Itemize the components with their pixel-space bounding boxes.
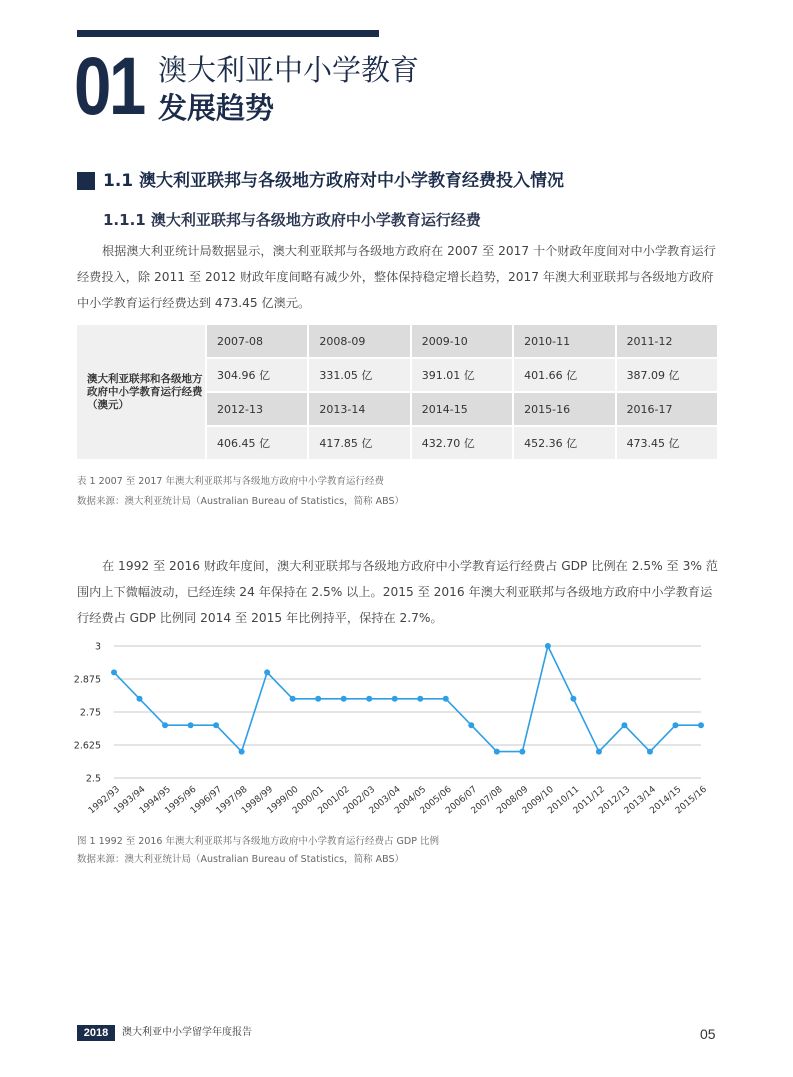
- x-tick-label: 2015/16: [673, 784, 709, 817]
- data-point: [570, 696, 576, 702]
- y-tick-label: 2.75: [79, 707, 101, 719]
- x-tick-label: 2008/09: [495, 784, 531, 817]
- table-year-cell: 2011-12: [615, 325, 717, 357]
- paragraph-1: [77, 238, 719, 316]
- table-year-cell: 2014-15: [410, 391, 512, 425]
- data-point: [290, 696, 296, 702]
- data-point: [596, 749, 602, 755]
- x-tick-label: 2000/01: [291, 784, 327, 817]
- table-year-cell: 2015-16: [512, 391, 614, 425]
- x-tick-label: 2007/08: [469, 784, 505, 817]
- x-tick-label: 2011/12: [571, 784, 607, 817]
- x-tick-label: 2014/15: [648, 784, 684, 817]
- x-tick-label: 2004/05: [393, 784, 429, 817]
- x-tick-label: 1994/95: [137, 784, 173, 817]
- chapter-title-line1: 澳大利亚中小学教育: [158, 53, 420, 87]
- table-caption: 表 1 2007 至 2017 年澳大利亚联邦与各级地方政府中小学教育运行经费: [77, 476, 384, 487]
- x-tick-label: 2010/11: [546, 784, 582, 817]
- y-tick-label: 3: [94, 641, 101, 653]
- data-point: [494, 749, 500, 755]
- x-tick-label: 1999/00: [265, 784, 301, 817]
- section-marker: [77, 172, 95, 190]
- data-point: [621, 722, 627, 728]
- data-point: [698, 722, 704, 728]
- data-point: [111, 669, 117, 675]
- data-point: [162, 722, 168, 728]
- table-value-cell: 387.09 亿: [615, 357, 717, 391]
- x-tick-label: 2009/10: [520, 784, 556, 817]
- data-point: [239, 749, 245, 755]
- data-point: [443, 696, 449, 702]
- data-point: [188, 722, 194, 728]
- data-point: [647, 749, 653, 755]
- data-point: [468, 722, 474, 728]
- chapter-title-line2: 发展趋势: [158, 91, 275, 125]
- x-tick-label: 1993/94: [112, 784, 148, 817]
- table-year-cell: 2012-13: [205, 391, 307, 425]
- data-point: [417, 696, 423, 702]
- table-year-cell: 2010-11: [512, 325, 614, 357]
- table-value-cell: 473.45 亿: [615, 425, 717, 459]
- x-tick-label: 2012/13: [597, 784, 633, 817]
- data-point: [366, 696, 372, 702]
- series-line: [114, 646, 701, 752]
- data-point: [392, 696, 398, 702]
- header-accent-bar: [77, 30, 379, 37]
- table-year-cell: 2009-10: [410, 325, 512, 357]
- data-point: [519, 749, 525, 755]
- x-tick-label: 2013/14: [622, 784, 658, 817]
- data-point: [137, 696, 143, 702]
- footer-report-title: 澳大利亚中小学留学年度报告: [122, 1027, 252, 1038]
- x-tick-label: 2006/07: [444, 784, 480, 817]
- chart-caption: 图 1 1992 至 2016 年澳大利亚联邦与各级地方政府中小学教育运行经费占 GDP 比例: [77, 836, 439, 847]
- x-tick-label: 1997/98: [214, 784, 250, 817]
- x-tick-label: 2002/03: [342, 784, 378, 817]
- x-tick-label: 2003/04: [367, 784, 403, 817]
- chapter-number: 01: [74, 41, 144, 132]
- x-tick-label: 1998/99: [239, 784, 276, 817]
- data-point: [264, 669, 270, 675]
- data-point: [341, 696, 347, 702]
- paragraph-2-text: 在 1992 至 2016 财政年度间，澳大利亚联邦与各级地方政府中小学教育运行经费占 GDP 比例在 2.5% 至 3% 范围内上下微幅波动，已经连续 24 年保持在 2.5% 以上。2015 至 2016 年澳大利亚联邦与各级地方政府中小学教育运行经费占 GDP 比例同 2014 至 2015 年比例持平，保持在 2.7%。: [77, 559, 718, 625]
- table-value-cell: 331.05 亿: [307, 357, 409, 391]
- table-source: 数据来源：澳大利亚统计局（Australian Bureau of Statistics，简称 ABS）: [77, 496, 405, 507]
- x-tick-label: 1992/93: [86, 784, 122, 817]
- section-title: 1.1 澳大利亚联邦与各级地方政府对中小学教育经费投入情况: [103, 171, 565, 191]
- data-point: [213, 722, 219, 728]
- table-value-cell: 432.70 亿: [410, 425, 512, 459]
- y-tick-label: 2.875: [73, 674, 101, 686]
- table-value-cell: 406.45 亿: [205, 425, 307, 459]
- data-point: [545, 643, 551, 649]
- paragraph-1-text: 根据澳大利亚统计局数据显示，澳大利亚联邦与各级地方政府在 2007 至 2017 十个财政年度间对中小学教育运行经费投入，除 2011 至 2012 财政年度间略有减少外，整体保持稳定增长趋势，2017 年澳大利亚联邦与各级地方政府中小学教育运行经费达到 473.45 亿澳元。: [77, 244, 716, 310]
- x-tick-label: 1995/96: [163, 784, 199, 817]
- table-value-cell: 391.01 亿: [410, 357, 512, 391]
- x-tick-label: 2001/02: [316, 784, 352, 817]
- table-year-cell: 2013-14: [307, 391, 409, 425]
- x-tick-label: 2005/06: [418, 784, 454, 817]
- table-value-cell: 452.36 亿: [512, 425, 614, 459]
- table-value-cell: 417.85 亿: [307, 425, 409, 459]
- page-number: 05: [700, 1026, 716, 1042]
- data-point: [672, 722, 678, 728]
- table-year-cell: 2016-17: [615, 391, 717, 425]
- funding-table: [77, 325, 717, 459]
- table-value-cell: 401.66 亿: [512, 357, 614, 391]
- paragraph-2: [77, 553, 719, 631]
- chart-source: 数据来源：澳大利亚统计局（Australian Bureau of Statistics，简称 ABS）: [77, 854, 405, 865]
- gdp-ratio-line-chart: [60, 632, 725, 827]
- table-row-header: 澳大利亚联邦和各级地方政府中小学教育运行经费（澳元）: [77, 325, 205, 459]
- table-year-cell: 2007-08: [205, 325, 307, 357]
- data-point: [315, 696, 321, 702]
- subsection-title: 1.1.1 澳大利亚联邦与各级地方政府中小学教育运行经费: [103, 211, 481, 229]
- y-tick-label: 2.625: [73, 740, 101, 752]
- x-tick-label: 1996/97: [188, 784, 225, 817]
- table-value-cell: 304.96 亿: [205, 357, 307, 391]
- table-year-cell: 2008-09: [307, 325, 409, 357]
- footer-year-badge: 2018: [77, 1025, 115, 1041]
- y-tick-label: 2.5: [85, 773, 101, 785]
